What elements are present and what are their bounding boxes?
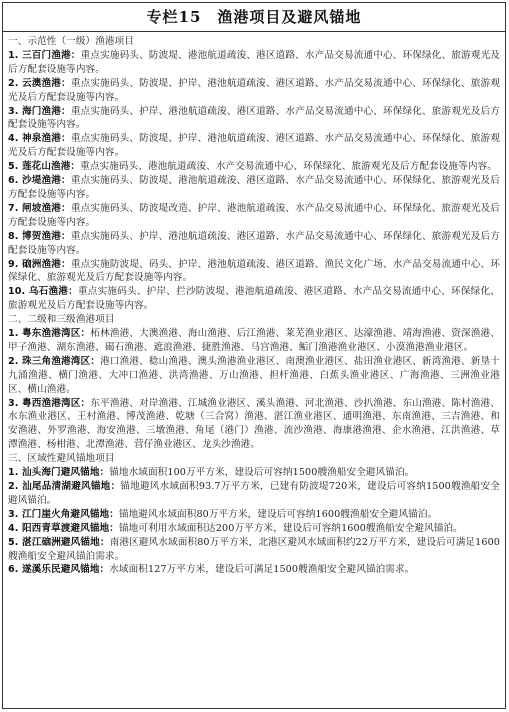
item-label: 1. 汕头海门避风锚地： [8,467,110,479]
list-item [8,202,500,230]
item-label: 7. 闸坡渔港： [8,202,71,214]
item-label: 4. 阳西青草渡避风锚地： [8,522,119,534]
list-item [8,480,500,508]
item-label: 4. 神泉渔港： [8,133,71,145]
item-label: 6. 沙堤渔港： [8,175,71,187]
list-item [8,327,500,355]
item-text: 重点实施码头、防波堤改造、护岸、港池航道疏浚、水产品交易流通中心、环保绿化、旅游观光及后方配套设施等内容。 [8,202,500,228]
item-text: 重点实施码头、防波堤、护岸、港池航道疏浚、港区道路、水产品交易流通中心、环保绿化、旅游观光及后方配套设施等内容。 [8,133,500,159]
item-text: 重点实施码头、防波堤、护岸、港池航道疏浚、港区道路、水产品交易流通中心、环保绿化、旅游观光及后方配套设施等内容。 [8,77,500,103]
item-label: 3. 江门崖火角避风锚地： [8,508,119,520]
item-label: 5. 湛江硇洲避风锚地： [8,536,110,548]
list-item [8,174,500,202]
item-text: 东平渔港、对岸渔港、江城渔业港区、溪头渔港、河北渔港、沙扒渔港、东山渔港、陈村渔港、水东渔业港区、王村渔港、博茂渔港、乾塘（三合窝）渔港、湛江渔业港区、通明渔港、东南渔港、三吉渔港、和安渔港、外罗渔港、海安渔港、三墩渔港、角尾（港门）渔港、流沙渔港、海康港渔港、企水渔港、江洪渔港、草潭渔港、杨柑港、北潭渔港、营仔渔业港区、龙头沙渔港。 [8,397,500,451]
item-label: 2. 云澳渔港： [8,77,71,89]
item-text: 柘林渔港、大澳渔港、海山渔港、后江渔港、莱芜渔业港区、达濠渔港、靖海渔港、资深渔港、甲子渔港、湖东渔港、碣石渔港、遮浪渔港、捷胜渔港、马宫渔港、鲘门渔港渔业港区、小漠渔港渔业港区。 [8,328,500,353]
item-label: 1. 粤东渔港湾区： [8,328,91,340]
item-text: 锚地可利用水域面积达200万平方米，建设后可容纳1600艘渔船安全避风锚泊。 [118,522,463,534]
item-label: 3. 海门渔港： [8,105,71,117]
item-text: 重点实施防波堤、码头、护岸、港池航道疏浚、港区道路、渔民文化广场、水产品交易流通中心、环保绿化、旅游观光及后方配套设施等内容。 [8,258,500,284]
column-body [3,32,505,577]
list-item [8,508,500,522]
list-item [8,355,500,397]
item-text: 重点实施码头、护岸、港池航道疏浚、港区道路、水产品交易流通中心、环保绿化、旅游观光及后方配套设施等内容。 [8,105,500,131]
item-text: 重点实施码头、护岸、港池航道疏浚、港区道路、水产品交易流通中心、环保绿化、旅游观光及后方配套设施等内容。 [8,230,500,256]
list-item [8,132,500,160]
section-heading-3: 三、区域性避风锚地项目 [8,453,115,465]
item-label: 3. 粤西渔港湾区： [8,397,91,409]
list-item [8,285,500,313]
list-item [8,522,500,536]
item-text: 重点实施码头、防波堤、港池航道疏浚、港区道路、水产品交易流通中心、环保绿化、旅游观光及后方配套设施等内容。 [8,49,500,75]
section-heading-1: 一、示范性（一级）渔港项目 [8,36,135,47]
page-title: 专栏15 渔港项目及避风锚地 [3,3,505,32]
item-text: 港口渔港、稔山渔港、澳头渔港渔业港区、南澳渔业港区、盐田渔业港区、新湾渔港、新垦十九涌渔港、横门渔港、大冲口渔港、洪湾渔港、万山渔港、担杆渔港、白蕉头渔业港区、广海渔港、三洲渔业港区、横山渔港。 [8,355,500,395]
list-item [8,160,500,174]
item-text: 重点实施码头、护岸、拦沙防波堤、港池航道疏浚、港区道路、水产品交易流通中心、环保绿化、旅游观光及后方配套设施等内容。 [8,286,500,312]
item-label: 1. 三百门渔港： [8,49,81,61]
list-item [8,563,500,577]
list-item [8,105,500,133]
section-heading-2: 二、二级和三级渔港项目 [8,314,115,326]
item-label: 9. 硇洲渔港： [8,258,71,270]
list-item [8,397,500,453]
item-text: 重点实施码头、防波堤、港池航道疏浚、港区道路、水产品交易流通中心、环保绿化、旅游观光及后方配套设施等内容。 [8,175,500,200]
item-label: 2. 珠三角渔港湾区： [8,355,101,367]
list-item [8,230,500,258]
item-text: 重点实施码头、港池航道疏浚、水产交易流通中心、环保绿化、旅游观光及后方配套设施等内容。 [80,161,497,173]
item-text: 南港区避风水域面积80万平方米，北港区避风水域面积约22万平方米，建设后可满足1600艘渔船安全避风锚泊需求。 [8,536,500,562]
list-item [8,49,500,77]
item-label: 5. 莲花山渔港： [8,161,81,173]
list-item [8,258,500,286]
item-text: 水域面积127万平方米，建设后可满足1500艘渔船安全避风锚泊需求。 [109,564,415,576]
item-text: 锚地避风水域面积80万平方米，建设后可容纳1600艘渔船安全避风锚泊。 [118,508,438,520]
item-label: 8. 博贺渔港： [8,230,71,242]
item-text: 锚地避风水域面积93.7万平方米，已建有防波堤720米，建设后可容纳1500艘渔船安全避风锚泊。 [8,481,500,506]
list-item [8,536,500,564]
item-label: 10. 乌石渔港： [8,286,78,298]
column-box [2,2,506,709]
list-item [8,466,500,480]
item-label: 2. 汕尾品清湖避风锚地： [8,481,121,492]
list-item [8,77,500,105]
item-label: 6. 遂溪乐民避风锚地： [8,564,110,576]
item-text: 锚地水域面积100万平方米，建设后可容纳1500艘渔船安全避风锚泊。 [109,467,415,479]
